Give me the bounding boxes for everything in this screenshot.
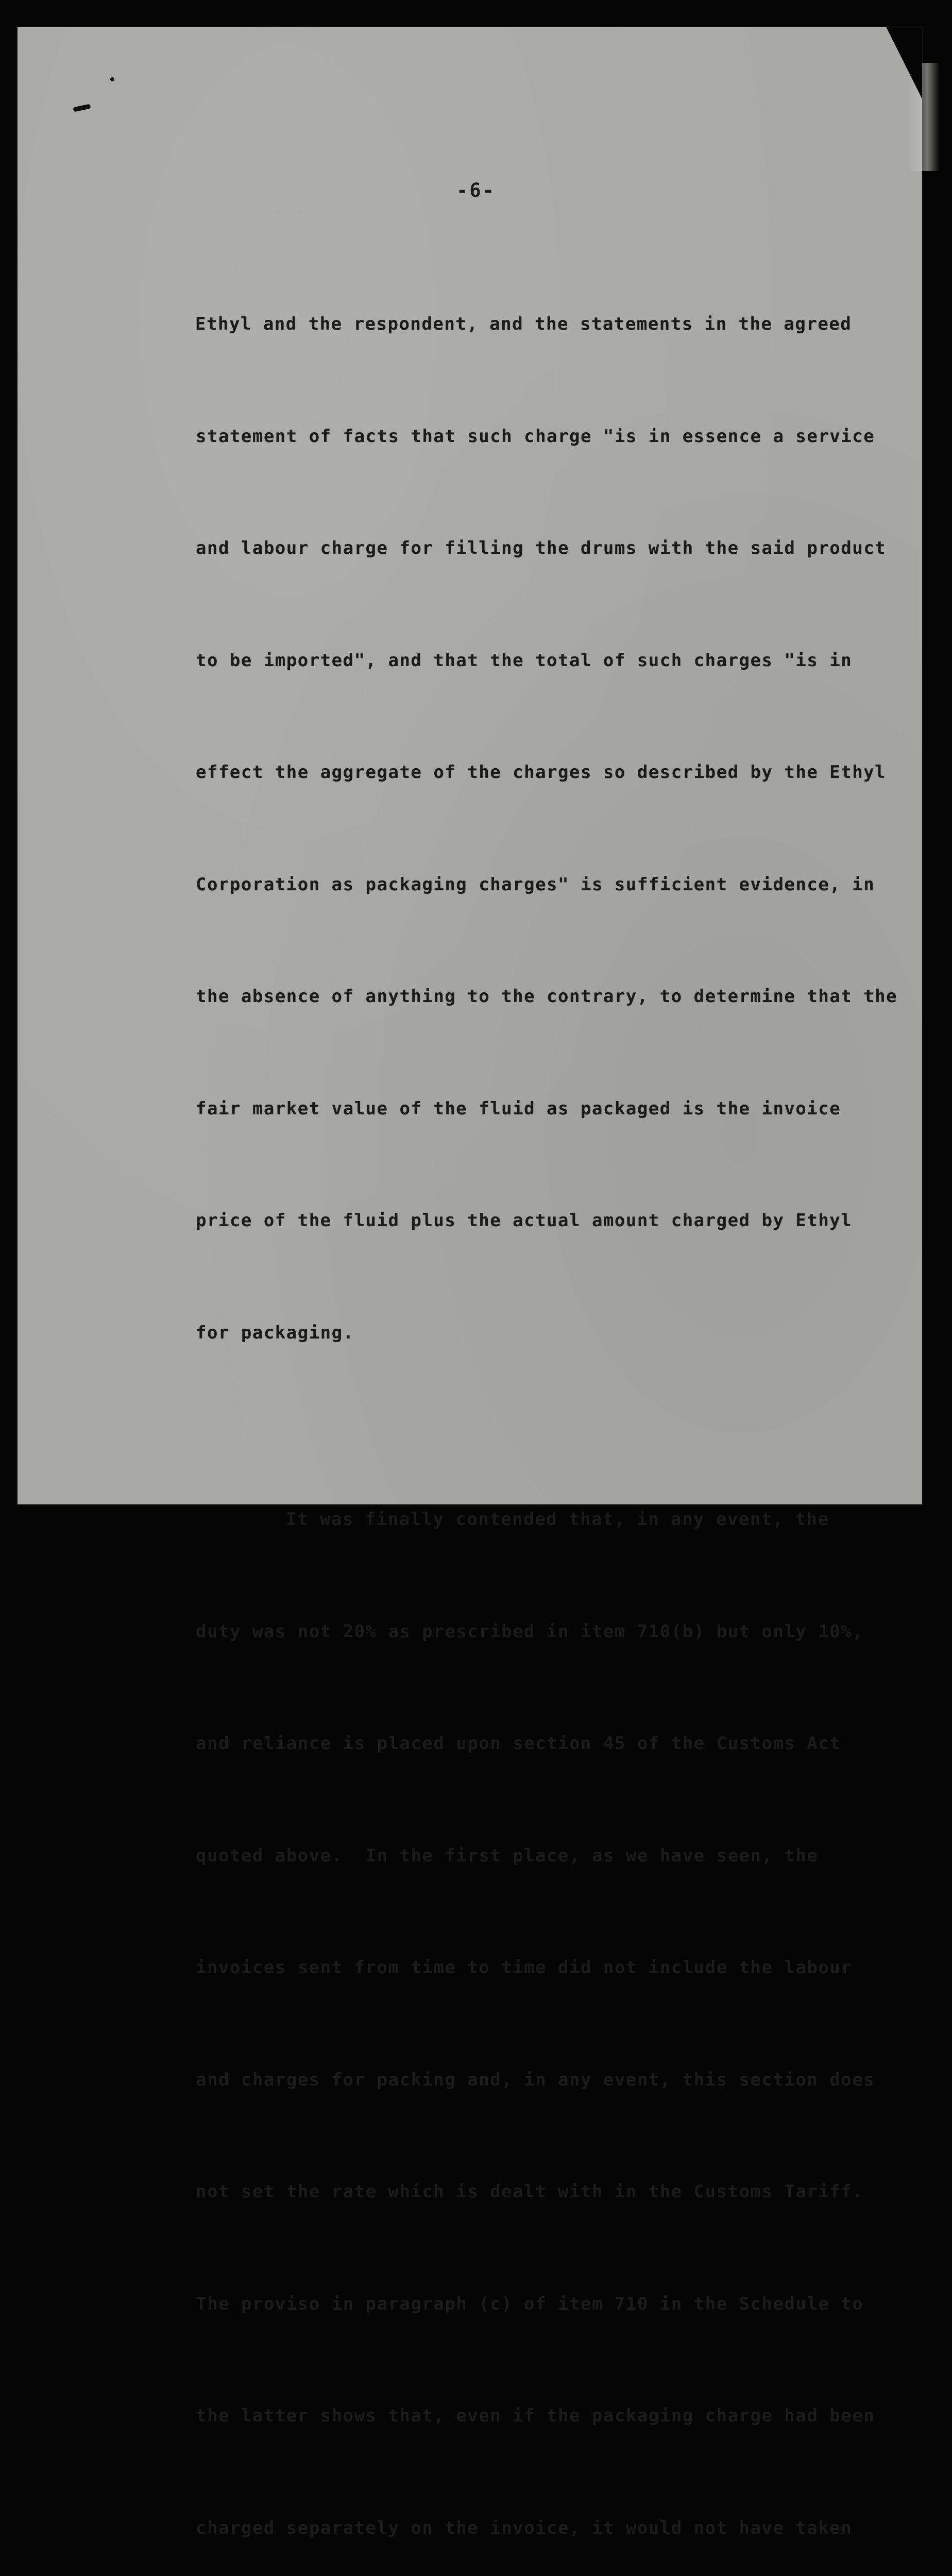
text-line: and labour charge for filling the drums with the said product: [196, 538, 887, 558]
text-line: Corporation as packaging charges" is sufficient evidence, in: [196, 874, 875, 895]
document-body: [196, 231, 927, 2576]
text-line: not set the rate which is dealt with in the Customs Tariff.: [196, 2181, 864, 2202]
text-line: charged separately on the invoice, it would not have taken: [196, 2517, 853, 2538]
ink-speck: [110, 77, 114, 81]
text-line: quoted above. In the first place, as we have seen, the: [196, 1845, 819, 1866]
text-line: duty was not 20% as prescribed in item 710(b) but only 10%,: [196, 1621, 864, 1642]
page-number: -6-: [456, 179, 496, 201]
text-line: statement of facts that such charge "is in essence a service: [196, 426, 875, 447]
text-line: fair market value of the fluid as packaged is the invoice: [196, 1098, 841, 1119]
text-line: invoices sent from time to time did not include the labour: [196, 1957, 853, 1978]
text-line: for packaging.: [196, 1322, 354, 1343]
paragraph-1: [196, 231, 927, 1426]
text-line: and reliance is placed upon section 45 of the Customs Act: [196, 1733, 841, 1754]
folded-corner: [886, 27, 922, 99]
text-line: to be imported", and that the total of such charges "is in: [196, 650, 853, 671]
text-line: and charges for packing and, in any event, this section does: [196, 2069, 875, 2090]
text-line: effect the aggregate of the charges so described by the Ethyl: [196, 762, 887, 783]
text-line: The proviso in paragraph (c) of item 710 in the Schedule to: [196, 2293, 864, 2314]
paragraph-2: [196, 1426, 927, 2576]
text-line: Ethyl and the respondent, and the statements in the agreed: [195, 314, 852, 334]
text-line: the absence of anything to the contrary, to determine that the: [196, 986, 898, 1007]
text-line: It was finally contended that, in any event, the: [286, 1509, 829, 1530]
text-line: price of the fluid plus the actual amount charged by Ethyl: [196, 1210, 853, 1231]
text-line: the latter shows that, even if the packaging charge had been: [196, 2405, 875, 2426]
